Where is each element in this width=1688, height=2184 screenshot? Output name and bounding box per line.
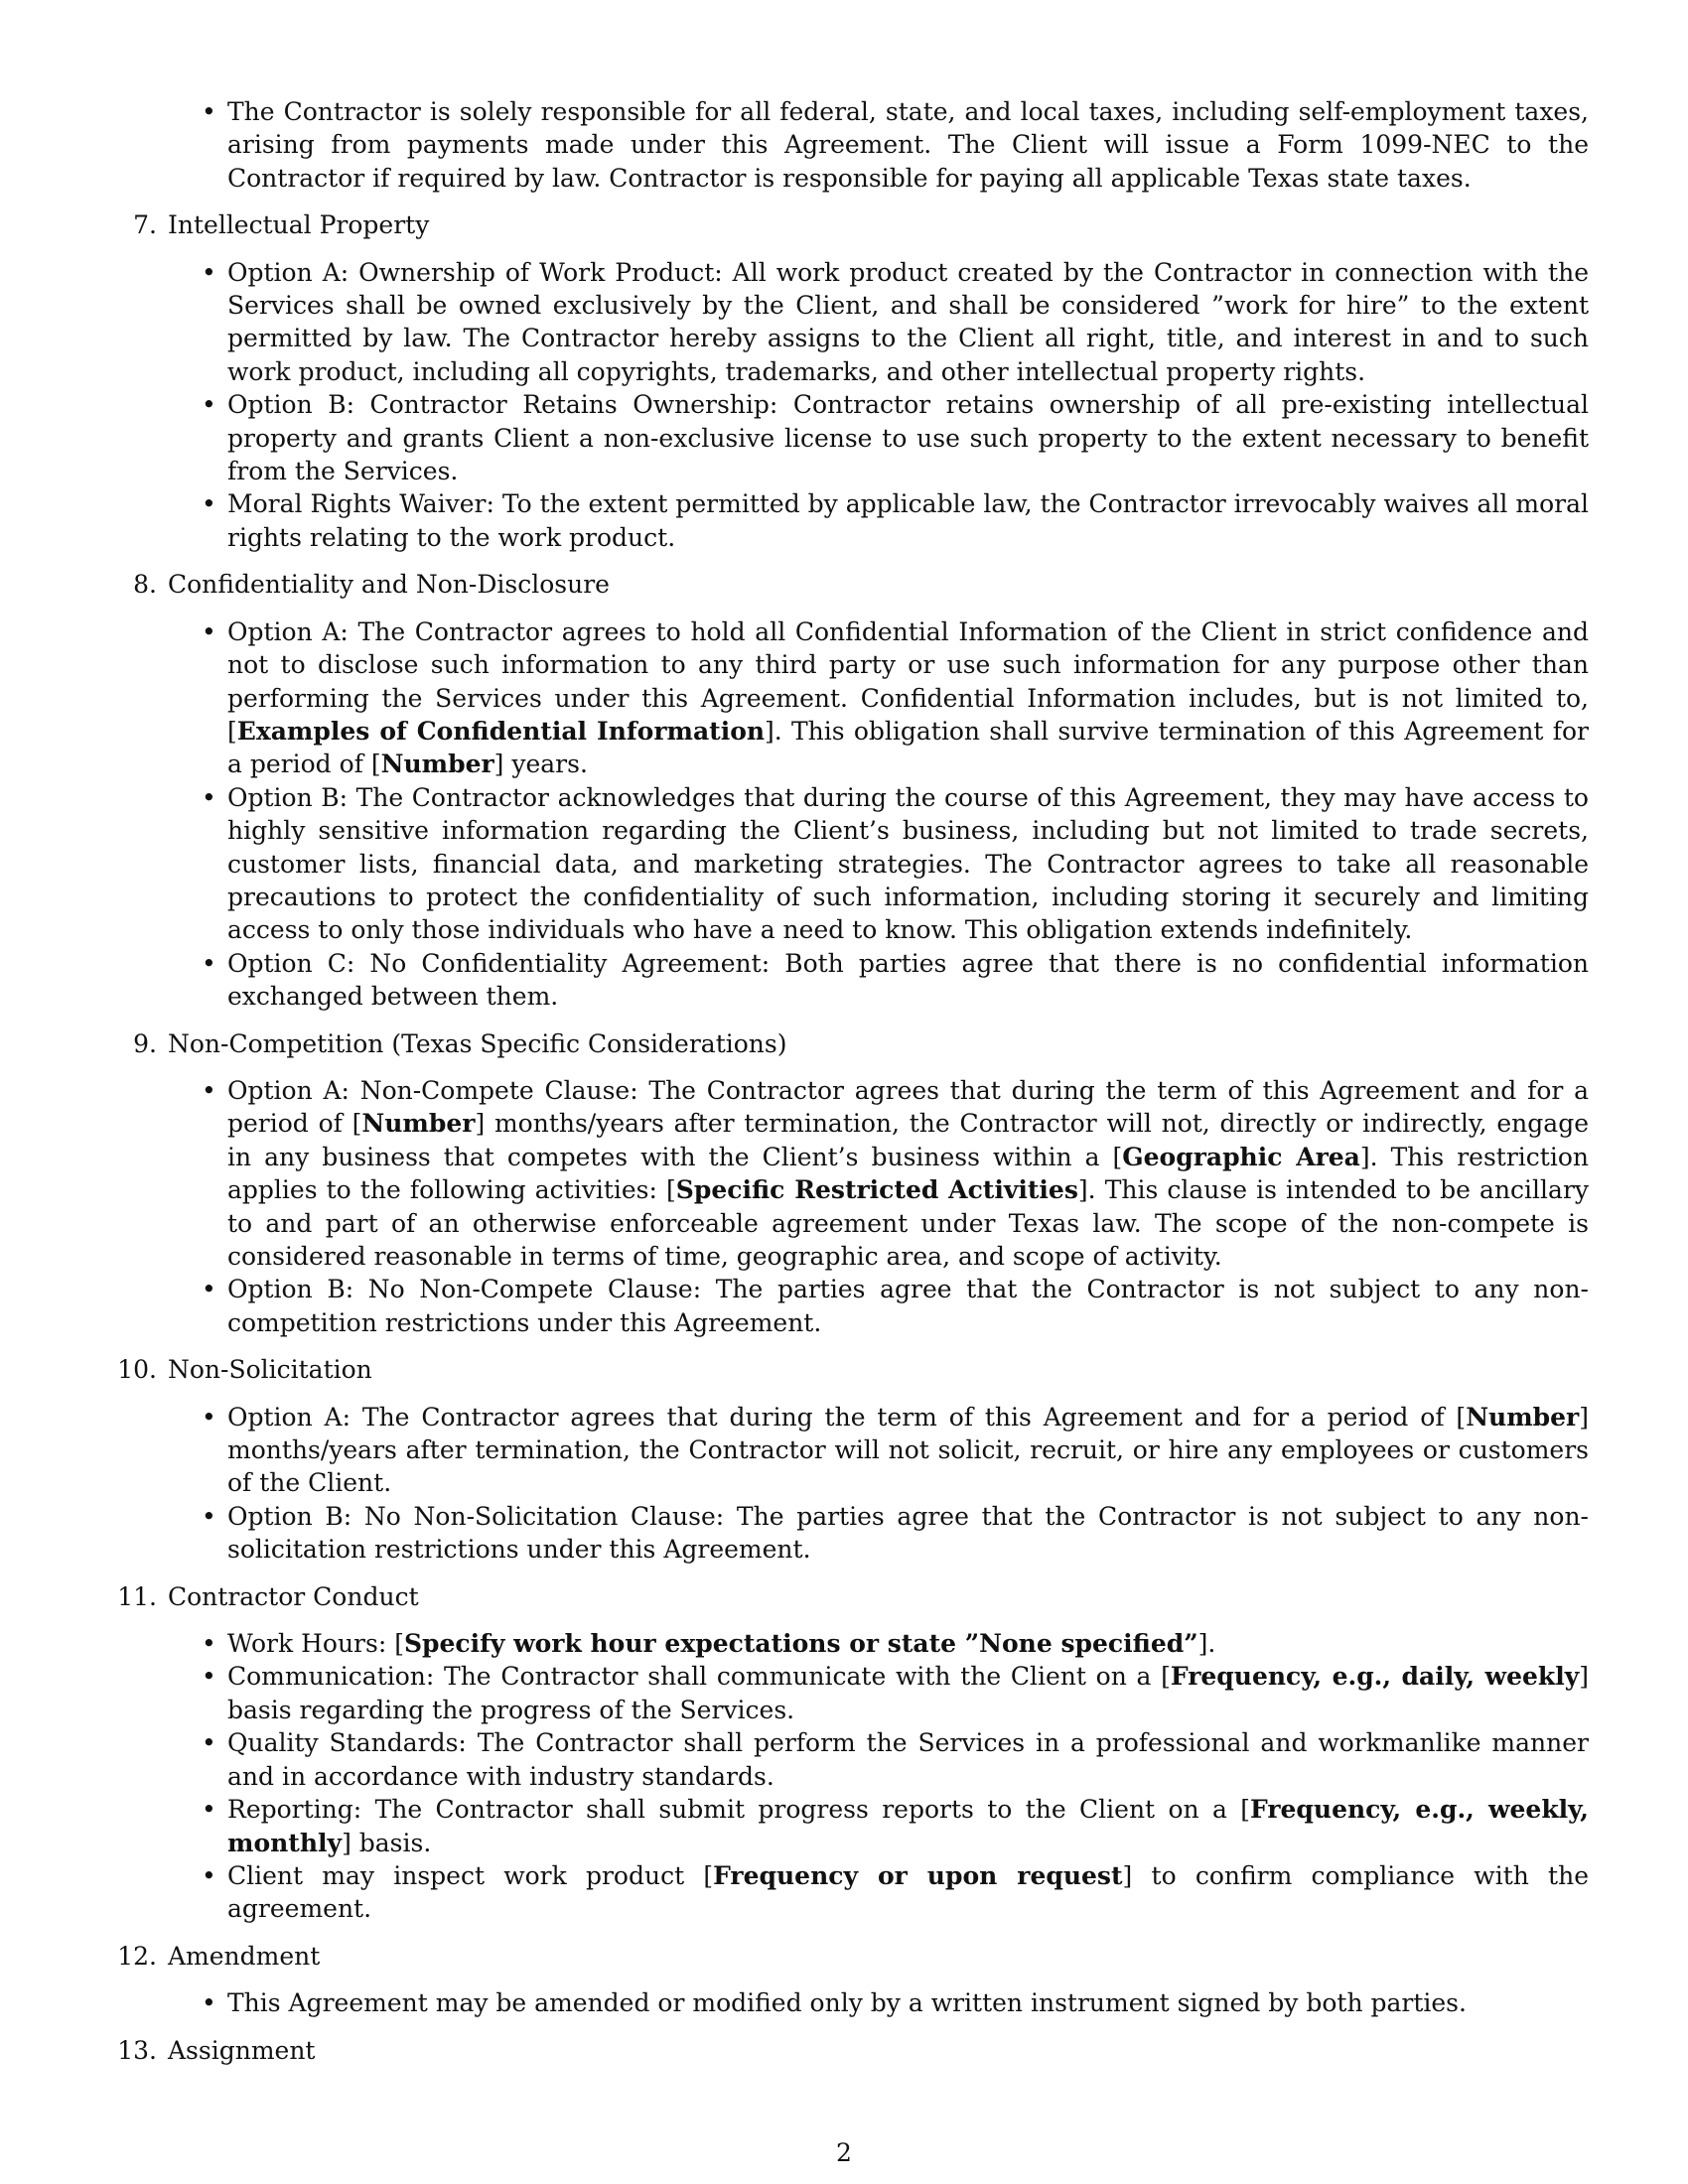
section-non-solicitation: [109, 1353, 1589, 1566]
list-item: [109, 1074, 1589, 1273]
section-heading: [109, 1353, 1589, 1386]
placeholder-field: Examples of Confidential Information: [236, 716, 766, 746]
clause-text: ] years.: [493, 750, 588, 779]
clause-text: Option A: The Contractor agrees that during the term of this Agreement and for a period of [: [227, 1402, 1467, 1432]
section-heading: [109, 1027, 1589, 1060]
clause-text: ] basis regarding the progress of the Services.: [227, 1662, 1589, 1724]
section-bullet-list: [109, 1986, 1589, 2019]
section-bullet-list: [109, 1401, 1589, 1567]
clause-text: ].: [1197, 1629, 1216, 1659]
section-confidentiality: [109, 568, 1589, 1013]
section-heading: [109, 2034, 1589, 2067]
list-item: [109, 1859, 1589, 1926]
placeholder-field: Number: [361, 1109, 476, 1139]
placeholder-field: Number: [380, 750, 494, 779]
list-item: • Option A: Ownership of Work Product: All work product created by the Contractor in connection with the Services shall be owned exclusively by the Client, and shall be considered ”work for hire” to the extent permitted by law. The Contractor hereby assigns to the Client all right, title, and interest in and to such work product, including all copyrights, trademarks, and other intellectual property rights.: [109, 256, 1589, 389]
section-number: 11.: [117, 1581, 157, 1611]
section-amendment: [109, 1940, 1589, 2020]
clause-text: Reporting: The Contractor shall submit progress reports to the Client on a [: [227, 1795, 1251, 1825]
clause-text: ] months/years after termination, the Contractor will not solicit, recruit, or hire any employees or customers of the Client.: [227, 1402, 1589, 1498]
clause-text: Client may inspect work product [: [227, 1860, 714, 1890]
placeholder-field: Number: [1466, 1402, 1580, 1432]
section-bullet-list: [109, 615, 1589, 1014]
section-bullet-list: [109, 256, 1589, 555]
placeholder-field: Specific Restricted Activities: [675, 1175, 1078, 1205]
list-item: [109, 1627, 1589, 1660]
list-item: [109, 1401, 1589, 1500]
list-item: • Option B: Contractor Retains Ownership: Contractor retains ownership of all pre-existing intellectual property and grants Client a non-exclusive license to use such property to the extent necessary to benefit from the Services.: [109, 388, 1589, 487]
section-title: Non-Competition (Texas Specific Considerations): [168, 1028, 787, 1058]
placeholder-field: Frequency or upon request: [713, 1860, 1123, 1890]
document-body: [109, 95, 1589, 2081]
section-title: Intellectual Property: [168, 210, 430, 240]
list-item: • Option B: The Contractor acknowledges that during the course of this Agreement, they may have access to highly sensitive information regarding the Client’s business, including but not limited to trade secrets, customer lists, financial data, and marketing strategies. The Contractor agrees to take all reasonable precautions to protect the confidentiality of such information, including storing it securely and limiting access to only those individuals who have a need to know. This obligation extends indefinitely.: [109, 781, 1589, 947]
section-title: Contractor Conduct: [168, 1581, 419, 1611]
clause-text: Option A: The Contractor agrees to hold all Confidential Information of the Client in strict confidence and not to disclose such information to any third party or use such information for any purpose other than performing the Services under this Agreement. Confidential Information includes, but is not limited to, [: [227, 616, 1589, 746]
list-item: • This Agreement may be amended or modified only by a written instrument signed by both parties.: [109, 1986, 1589, 2019]
page-number: 2: [836, 2138, 852, 2167]
list-item: • Option C: No Confidentiality Agreement: Both parties agree that there is no confidential information exchanged between them.: [109, 947, 1589, 1014]
list-item: • Moral Rights Waiver: To the extent permitted by applicable law, the Contractor irrevocably waives all moral rights relating to the work product.: [109, 487, 1589, 554]
list-item: [109, 615, 1589, 781]
list-item: [109, 1793, 1589, 1859]
section-assignment: [109, 2034, 1589, 2067]
clause-text: ]. This clause is intended to be ancillary to and part of an otherwise enforceable agreement under Texas law. The scope of the non-compete is considered reasonable in terms of time, geographic area, and scope of activity.: [227, 1175, 1590, 1271]
section-bullet-list: [109, 1074, 1589, 1339]
placeholder-field: Specify work hour expectations or state ”None specified”: [403, 1629, 1198, 1659]
clause-text: ] months/years after termination, the Contractor will not, directly or indirectly, engage in any business that competes with the Client’s business within a [: [227, 1109, 1589, 1171]
list-item: • Option B: No Non-Solicitation Clause: The parties agree that the Contractor is not subject to any non-solicitation restrictions under this Agreement.: [109, 1500, 1589, 1567]
section-number: 9.: [133, 1028, 157, 1058]
section-number: 10.: [117, 1355, 157, 1385]
section-non-competition: [109, 1027, 1589, 1340]
clause-text: Communication: The Contractor shall communicate with the Client on a [: [227, 1662, 1171, 1692]
clause-text: ] basis.: [342, 1828, 432, 1857]
section-intellectual-property: [109, 208, 1589, 554]
placeholder-field: Geographic Area: [1122, 1142, 1360, 1171]
section-number: 8.: [133, 570, 157, 600]
section-number: 12.: [117, 1941, 157, 1971]
intro-bullet-list: [109, 95, 1589, 195]
section-number: 7.: [133, 210, 157, 240]
list-item: [109, 1660, 1589, 1726]
clause-text: ]. This obligation shall survive termination of this Agreement for a period of [: [227, 716, 1589, 779]
list-item: • Quality Standards: The Contractor shall perform the Services in a professional and workmanlike manner and in accordance with industry standards.: [109, 1726, 1589, 1793]
list-item: • Option B: No Non-Compete Clause: The parties agree that the Contractor is not subject to any non-competition restrictions under this Agreement.: [109, 1273, 1589, 1339]
section-title: Amendment: [168, 1941, 321, 1971]
section-heading: [109, 1940, 1589, 1973]
section-heading: [109, 568, 1589, 601]
section-title: Confidentiality and Non-Disclosure: [168, 570, 610, 600]
section-number: 13.: [117, 2035, 157, 2065]
placeholder-field: Frequency, e.g., weekly, monthly: [227, 1795, 1589, 1857]
clause-text: Option A: Non-Compete Clause: The Contractor agrees that during the term of this Agreement and for a period of [: [227, 1075, 1589, 1139]
section-heading: [109, 1580, 1589, 1613]
placeholder-field: Frequency, e.g., daily, weekly: [1170, 1662, 1580, 1692]
clause-text: Work Hours: [: [227, 1629, 404, 1659]
clause-text: ]. This restriction applies to the following activities: [: [227, 1142, 1589, 1205]
section-bullet-list: [109, 1627, 1589, 1926]
section-contractor-conduct: [109, 1580, 1589, 1926]
section-heading: [109, 208, 1589, 241]
list-item: • The Contractor is solely responsible for all federal, state, and local taxes, including self-employment taxes, arising from payments made under this Agreement. The Client will issue a Form 1099-NEC to the Contractor if required by law. Contractor is responsible for paying all applicable Texas state taxes.: [109, 95, 1589, 195]
section-title: Assignment: [168, 2035, 316, 2065]
section-title: Non-Solicitation: [168, 1355, 372, 1385]
clause-text: ] to confirm compliance with the agreement.: [227, 1860, 1590, 1924]
